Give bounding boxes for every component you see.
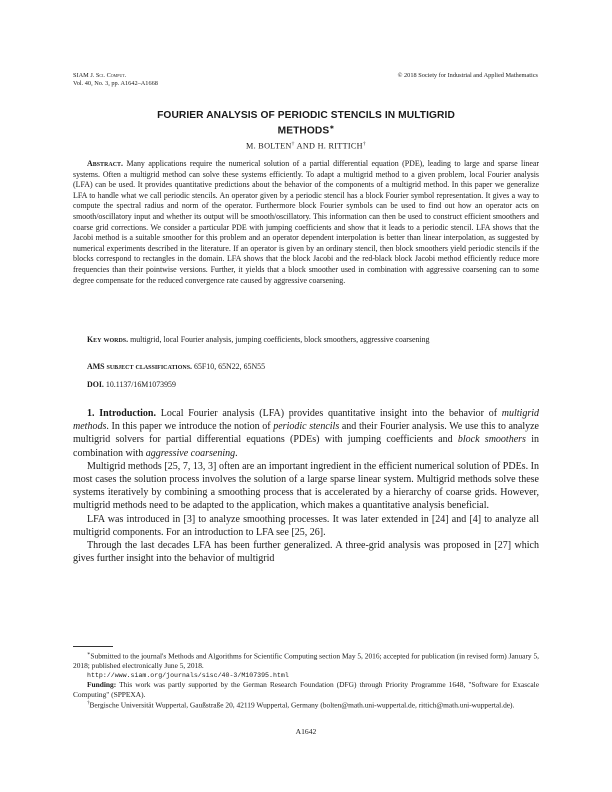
author-and: AND H. RITTICH — [294, 141, 363, 151]
page-number: A1642 — [295, 727, 317, 736]
title-line-1: FOURIER ANALYSIS OF PERIODIC STENCILS IN MULTIGRID — [157, 110, 455, 121]
doi — [73, 380, 539, 391]
author-list — [73, 141, 539, 151]
author-mark-2: † — [362, 141, 366, 147]
ams-classifications — [73, 362, 539, 373]
keywords-text: multigrid, local Fourier analysis, jumping coefficients, block smoothers, aggressive coarsening — [130, 335, 430, 344]
introduction-section — [73, 407, 539, 565]
running-header-left — [73, 72, 158, 88]
keywords-label: Key words. — [87, 335, 129, 344]
intro-paragraph-2: Multigrid methods [25, 7, 13, 3] often are an important ingredient in the efficient numerical solution of PDEs. In most cases the solution process involves the solution of a large sparse linear system. Multigrid methods solve these systems iteratively by combining a smoothing process that is accelerated by a hierarchy of coarse grids. However, multigrid methods need to be adapted to the application, which makes a quantitative analysis beneficial. — [73, 460, 539, 512]
author-mark-1: † — [291, 141, 295, 147]
doi-label: DOI. — [87, 380, 104, 389]
intro-paragraph-1: 1. Introduction. Local Fourier analysis (LFA) provides quantitative insight into the behavior of multigrid methods. In this paper we introduce the notion of periodic stencils and their Fourier analysis. We use this to analyze multigrid solvers for partial differential equations (PDEs) with jumping coefficients and block smoothers in combination with aggressive coarsening. — [73, 408, 539, 459]
doi-text: 10.1137/16M1073959 — [105, 380, 176, 389]
abstract-text: Many applications require the numerical solution of a partial differential equation (PDE), leading to large and sparse linear systems. Often a multigrid method can solve these systems efficiently. To adapt a multigrid method to a given problem, local Fourier analysis (LFA) can be used. It provides quantitative predictions about the behavior of the components of a multigrid method. In this paper we generalize LFA to handle what we call periodic stencils. An operator given by a periodic stencil has a block Fourier symbol representation. It gives a way to compute the spectral radius and norm of the operator. Furthermore block Fourier symbols can be used to find out how an operator acts on smooth/oscillatory input and whether its output will be smooth/oscillatory. This information can then be used to construct efficient smoothers and coarse grid corrections. We consider a particular PDE with jumping coefficients and show that it leads to a periodic stencil. LFA shows that the Jacobi method is a suitable smoother for this problem and an operator dependent interpolation is better than linear interpolation, as suggested by numerical experiments described in the literature. If an operator is given by an ordinary stencil, then block smoothers yield periodic stencils if the blocks correspond to rectangles in the domain. LFA shows that the block Jacobi and the red-black block Jacobi method efficiently reduce more frequencies than their pointwise versions. Further, it yields that a block smoother used in combination with aggressive coarsening can to some degree compensate for the reduced convergence rate caused by aggressive coarsening. — [73, 159, 539, 285]
footnote-1: ∗Submitted to the journal's Methods and Algorithms for Scientific Computing section May 5, 2016; accepted for publication (in revised form) January 5, 2018; published electronically June 5, 2018. — [73, 651, 539, 671]
ams-label: AMS subject classifications. — [87, 362, 193, 371]
journal-volume: Vol. 40, No. 3, pp. A1642–A1668 — [73, 80, 158, 87]
section-heading: 1. Introduction. — [87, 408, 156, 419]
footnote-2: †Bergische Universität Wuppertal, Gaußstraße 20, 42119 Wuppertal, Germany (bolten@math.uni-wuppertal.de, rittich@math.uni-wuppertal.de). — [87, 700, 515, 710]
intro-paragraph-3: LFA was introduced in [3] to analyze smoothing processes. It was later extended in [24] and [4] to analyze all multigrid components. For an introduction to LFA see [25, 26]. — [73, 513, 539, 538]
journal-name: SIAM J. Sci. Comput. — [73, 72, 127, 79]
footnotes — [73, 650, 539, 711]
funding-note: Funding: This work was partly supported by the German Research Foundation (DFG) through Priority Programme 1648, "Software for Exascale Computing" (SPPEXA). — [73, 680, 540, 699]
title-footnote-mark: ∗ — [329, 125, 335, 132]
footnote-url[interactable]: http://www.siam.org/journals/sisc/40-3/M107395.html — [87, 671, 289, 679]
paper-title — [73, 110, 539, 138]
abstract — [73, 159, 539, 286]
copyright-notice: © 2018 Society for Industrial and Applied Mathematics — [397, 72, 538, 79]
author-names: M. BOLTEN — [246, 141, 292, 151]
ams-text: 65F10, 65N22, 65N55 — [194, 362, 266, 371]
intro-paragraph-4: Through the last decades LFA has been further generalized. A three-grid analysis was proposed in [27] which gives further insight into the behavior of multigrid — [73, 540, 539, 565]
abstract-label: Abstract. — [87, 159, 124, 168]
keywords — [73, 335, 539, 346]
footnote-rule — [73, 646, 113, 647]
title-line-2: METHODS — [277, 125, 330, 137]
